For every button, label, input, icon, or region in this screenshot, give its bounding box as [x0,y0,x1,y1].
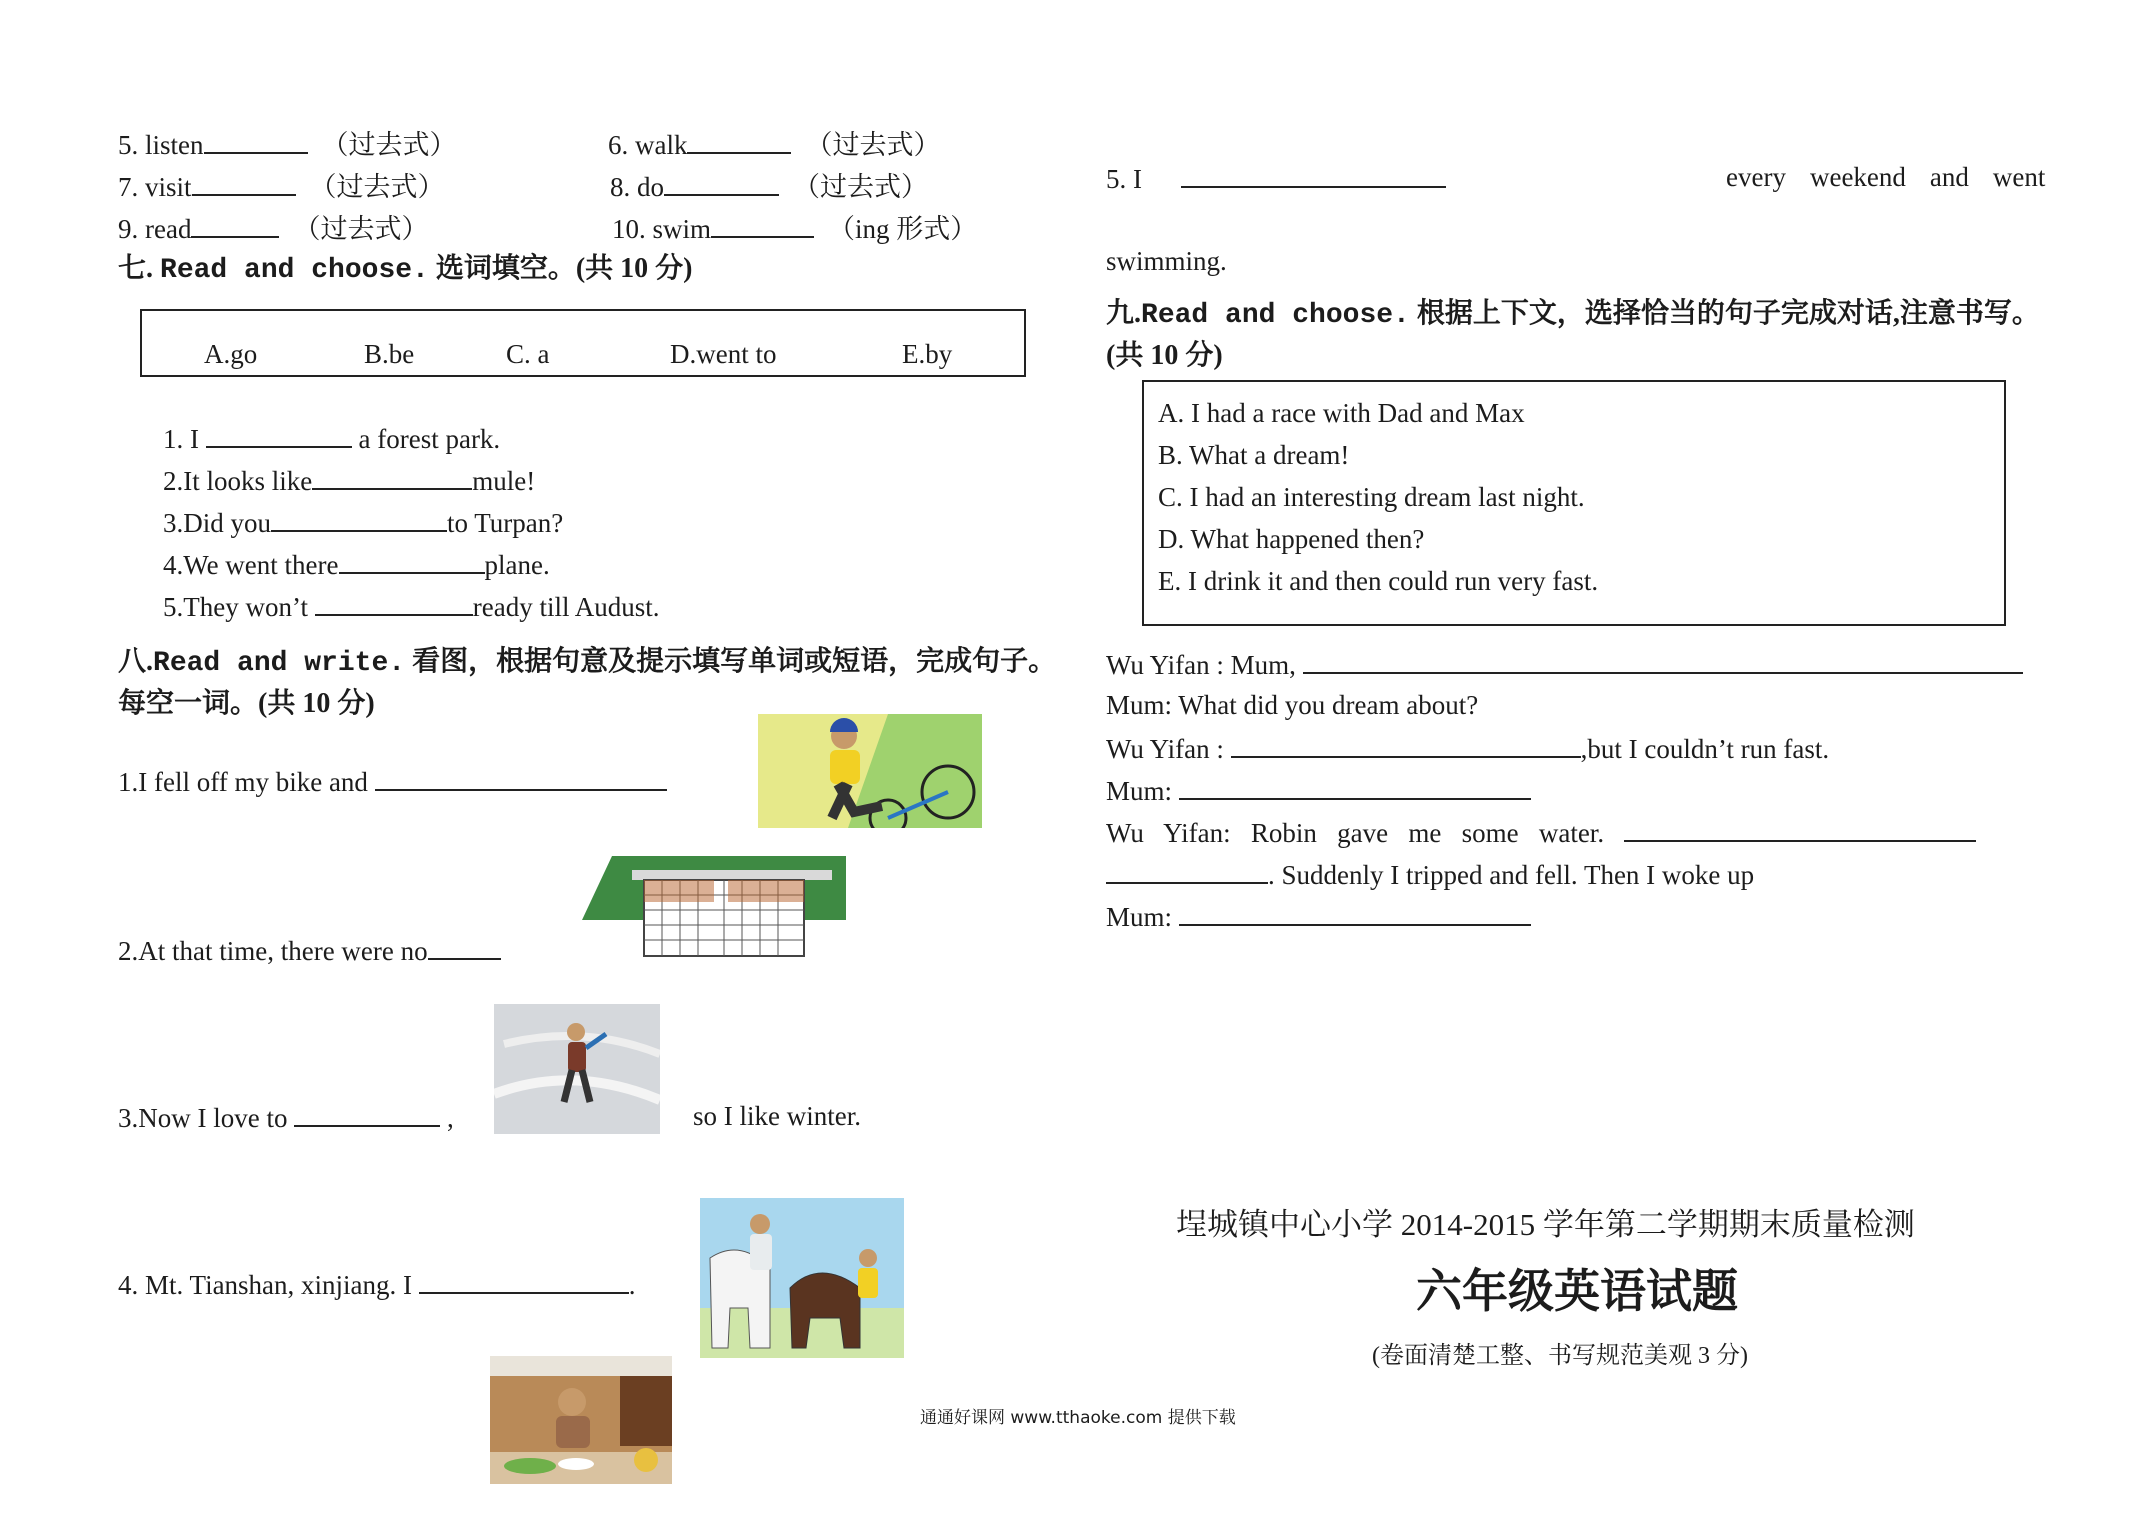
dialog-line-4: Mum: [1106,772,1531,808]
answer-blank[interactable] [1231,730,1581,758]
sec8-item-4: 4. Mt. Tianshan, xinjiang. I . [118,1266,636,1302]
answer-blank[interactable] [375,763,667,791]
eating-illustration [490,1356,672,1484]
answer-blank[interactable] [419,1266,629,1294]
answer-blank[interactable] [312,462,472,490]
word-bank-option-d: D.went to [670,339,777,369]
answer-blank[interactable] [204,126,308,154]
right-item-5-words: every weekend and went [1726,162,2046,192]
answer-blank[interactable] [1179,898,1531,926]
answer-blank[interactable] [1179,772,1531,800]
answer-blank[interactable] [294,1099,440,1127]
answer-blank[interactable] [192,168,296,196]
answer-blank[interactable] [1303,646,2023,674]
answer-blank[interactable] [206,420,352,448]
answer-blank[interactable] [428,932,501,960]
answer-blank[interactable] [191,210,279,238]
section-8-heading: 八.Read and write. 看图，根据句意及提示填写单词或短语，完成句子。 [118,646,1057,679]
section-9-heading: 九.Read and choose. 根据上下文，选择恰当的句子完成对话,注意书写。 [1106,298,2040,331]
sec8-item-2: 2.At that time, there were no [118,932,501,968]
answer-blank[interactable] [687,126,791,154]
sentence-option-e: E. I drink it and then could run very fast. [1158,566,1599,596]
dialog-line-1: Wu Yifan : Mum, [1106,646,2023,682]
right-item-5-cont: swimming. [1106,246,1227,276]
answer-blank[interactable] [664,168,779,196]
form-item-8: 8. do （过去式） [610,168,928,204]
building-illustration [582,850,846,960]
site-watermark: 通通好课网 www.tthaoke.com 提供下载 [920,1408,1236,1428]
sec8-item-1: 1.I fell off my bike and [118,763,667,799]
dialog-line-7: Mum: [1106,898,1531,934]
sec7-item-3: 3.Did you to Turpan? [163,504,563,540]
answer-blank[interactable] [339,546,485,574]
school-exam-line: 埕城镇中心小学 2014-2015 学年第二学期期末质量检测 [1176,1207,1915,1242]
skating-illustration [494,1004,660,1134]
answer-blank[interactable] [1181,160,1446,188]
form-item-7: 7. visit （过去式） [118,168,445,204]
sec7-item-1: 1. I a forest park. [163,420,500,456]
answer-blank[interactable] [1106,856,1268,884]
dialog-line-5: Wu Yifan: Robin gave me some water. [1106,814,1976,850]
fell-off-bike-illustration [758,714,982,828]
right-item-5: 5. I [1106,160,1446,196]
horse-riding-illustration [700,1198,904,1358]
sentence-option-a: A. I had a race with Dad and Max [1158,398,1525,428]
word-bank-option-e: E.by [902,339,953,369]
answer-blank[interactable] [315,588,473,616]
sentence-option-b: B. What a dream! [1158,440,1350,470]
sec7-item-2: 2.It looks like mule! [163,462,535,498]
sec8-item-3: 3.Now I love to , [118,1099,454,1135]
exam-title: 六年级英语试题 [1416,1266,1738,1317]
dialog-line-2: Mum: What did you dream about? [1106,690,1479,720]
sec7-item-5: 5.They won’t ready till Audust. [163,588,659,624]
form-item-5: 5. listen （过去式） [118,126,457,162]
form-item-6: 6. walk （过去式） [608,126,940,162]
answer-blank[interactable] [1624,814,1976,842]
section-7-heading: 七. Read and choose. 选词填空。(共 10 分) [118,253,693,286]
sentence-option-c: C. I had an interesting dream last night. [1158,482,1585,512]
form-item-9: 9. read （过去式） [118,210,428,246]
section-9-subheading: (共 10 分) [1106,340,1223,371]
answer-blank[interactable] [271,504,447,532]
dialog-line-3: Wu Yifan : ,but I couldn’t run fast. [1106,730,1829,766]
word-bank-box [140,309,1026,377]
sec8-item-3-tail: so I like winter. [693,1101,861,1131]
answer-blank[interactable] [711,210,814,238]
sec7-item-4: 4.We went there plane. [163,546,550,582]
dialog-line-6: . Suddenly I tripped and fell. Then I woke up [1106,856,1754,892]
word-bank-option-a: A.go [204,339,258,369]
word-bank-option-b: B.be [364,339,415,369]
section-8-subheading: 每空一词。(共 10 分) [118,688,375,719]
form-item-10: 10. swim （ing 形式） [612,210,977,246]
sentence-option-d: D. What happened then? [1158,524,1425,554]
word-bank-option-c: C. a [506,339,550,369]
exam-note: (卷面清楚工整、书写规范美观 3 分) [1372,1343,1748,1369]
